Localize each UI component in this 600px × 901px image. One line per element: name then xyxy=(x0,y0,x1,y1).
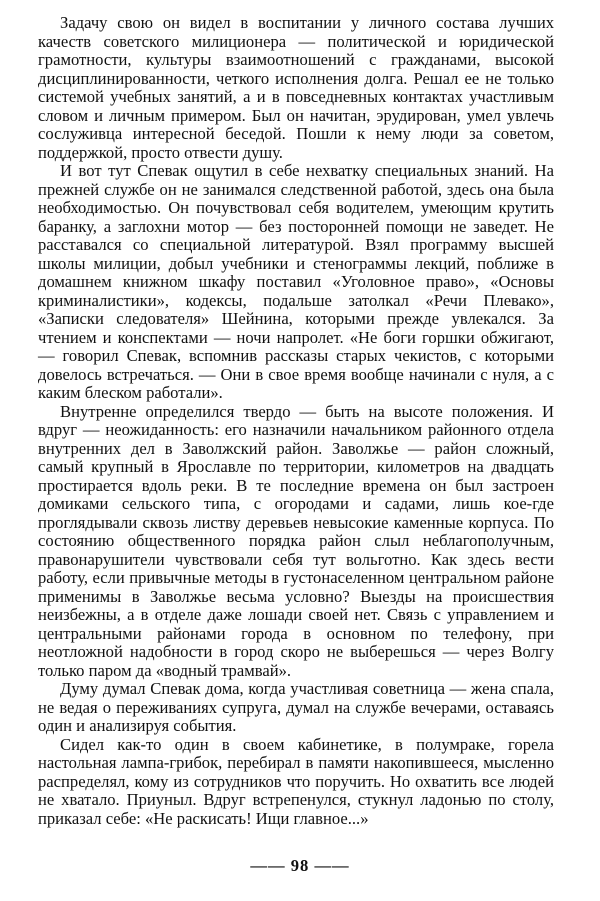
paragraph-2: И вот тут Спевак ощутил в себе нехватку специальных знаний. На прежней службе он не занимался следственной работой, здесь она была необходимостью. Он почувствовал себя водителем, умеющим крутить баранку, а заглохни мотор — без посторонней помощи не заведет. Не расставался со специальной литературой. Взял программу высшей школы милиции, добыл учебники и стенограммы лекций, поближе в домашнем книжном шкафу поставил «Уголовное право», «Основы криминалистики», кодексы, подальше затолкал «Речи Плевако», «Записки следователя» Шейнина, которыми прежде увлекался. За чтением и конспектами — ночи напролет. «Не боги горшки обжигают, — говорил Спевак, вспомнив рассказы старых чекистов, с которыми довелось встречаться. — Они в свое время вообще начинали с нуля, а с каким блеском работали». xyxy=(38,161,554,402)
paragraph-1: Задачу свою он видел в воспитании у личного состава лучших качеств советского милиционера — политической и юридической грамотности, культуры взаимоотношений с гражданами, высокой дисциплинированности, четкого исполнения долга. Решал ее не только системой учебных занятий, а и в повседневных контактах участливым словом и личным примером. Был он начитан, эрудирован, умел увлечь сослуживца интересной беседой. Пошли к нему люди за советом, поддержкой, просто отвести душу. xyxy=(38,13,554,162)
page-number: —— 98 —— xyxy=(250,856,350,875)
paragraph-5: Сидел как-то один в своем кабинетике, в полумраке, горела настольная лампа-грибок, перебирал в памяти накопившееся, мысленно распределял, кому из сотрудников что поручить. Но охватить все людей не хватало. Приуныл. Вдруг встрепенулся, стукнул ладонью по столу, приказал себе: «Не раскисать! Ищи главное...» xyxy=(38,734,554,828)
paragraph-3: Внутренне определился твердо — быть на высоте положения. И вдруг — неожиданность: его назначили начальником районного отдела внутренних дел в Заволжский район. Заволжье — район сложный, самый крупный в Ярославле по территории, километров на двадцать простирается вдоль реки. В те последние времена он был застроен домиками сельского типа, с огородами и садами, лишь кое-где проглядывали сквозь листву деревьев невысокие каменные корпуса. По состоянию общественного порядка район слыл неблагополучным, правонарушители чувствовали себя тут вольготно. Как здесь вести работу, если привычные методы в густонаселенном центральном районе применимы в Заволжье весьма условно? Выезды на происшествия неизбежны, а в отделе даже лошади своей нет. Связь с управлением и центральными районами города в основном по телефону, при неотложной надобности в город скоро не выберешься — через Волгу только паром да «водный трамвай». xyxy=(38,401,554,680)
body-text xyxy=(38,14,554,828)
paragraph-4: Думу думал Спевак дома, когда участливая советница — жена спала, не ведая о переживаниях супруга, думал на службе вечерами, оставаясь один и анализируя события. xyxy=(38,679,554,735)
